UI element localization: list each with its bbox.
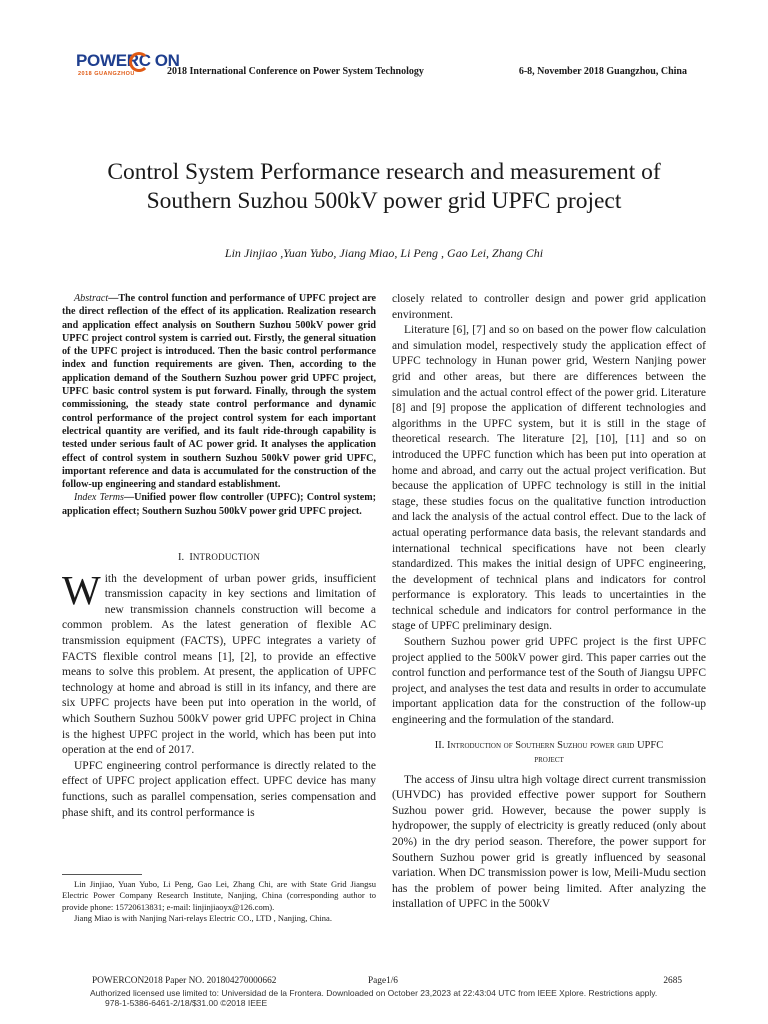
right-paragraph-1: Literature [6], [7] and so on based on the power flow calculation and simulation model, respectively study the application effect of UPFC technology in Hunan power grid, Western Nanjing power grid and other areas, but there are differences between the simulation and the actual control effect of the power grid. Literature [8] and [9] propose the application of different technologies and algorithms in the UPFC system, but it is still in the stage of theoretical research. The literature [2], [10], [11] and so on introduced the UPFC function which has been put into operation at home and abroad, and carry out the actual project verification. But because the application of UPFC technology is still in the initial stage, these studies focus on the qualitative function introduction and lack the analysis of the actual control effect. Due to the lack of actual operating performance data basis, the relevant standards and international technical specifications have not been clearly standardized. This makes the initial design of UPFC engineering, the development of technical plans and indicators for control performance is exploratory. This leads to uncertainties in the technical schedule and indicators for control performance in the stage of UPFC preliminary design.	[392, 324, 706, 633]
footnotes	[62, 879, 376, 924]
footnote-divider	[62, 874, 142, 875]
logo-text: POWERC ON	[76, 51, 180, 70]
paper-title	[40, 158, 728, 216]
index-terms	[62, 491, 376, 518]
section-heading-introduction: I. INTRODUCTION	[177, 552, 261, 564]
section-heading-2-line-1: II. Introduction of Southern Suzhou power grid UPFC	[434, 739, 664, 751]
footer-paper-number: POWERCON2018 Paper NO. 201804270000662	[92, 976, 277, 986]
logo-subtext: 2018 GUANGZHOU	[78, 71, 135, 77]
powercon-logo	[76, 51, 180, 82]
conference-date-location: 6-8, November 2018 Guangzhou, China	[518, 66, 687, 77]
page-header	[0, 0, 768, 100]
footer-page-number: 2685	[663, 976, 682, 986]
license-notice: Authorized licensed use limited to: Universidad de la Frontera. Downloaded on October 23,2023 at 22:43:04 UTC from IEEE Xplore. Restrictions apply.	[90, 988, 658, 998]
paper-title-line-2: Southern Suzhou 500kV power grid UPFC project	[146, 188, 622, 214]
right-paragraph-2: Southern Suzhou power grid UPFC project is the first UPFC project applied to the 500kV power gird. This paper carries out the control function and performance test of the South of Jiangsu UPFC project, and analyses the test data and results in order to accumulate important application data for the construction of the follow-up engineering and the formulation of the standard.	[392, 636, 706, 727]
footnote-affiliation-1: Lin Jinjiao, Yuan Yubo, Li Peng, Gao Lei, Zhang Chi, are with State Grid Jiangsu Electric Power Company Research Institute, Nanjing, China (corresponding author to provide phone: 15720613831; e-mail: linjinjiaoyx@126.com).	[62, 879, 376, 912]
right-column	[392, 292, 706, 913]
drop-cap: W	[62, 566, 101, 613]
section-heading-2-line-2: project	[534, 753, 564, 765]
index-terms-lead: Index Terms	[74, 492, 124, 504]
abstract-lead: Abstract	[74, 293, 109, 304]
abstract-text: —The control function and performance of UPFC project are the direct reflection of the effect of its application. Realization research and application effect analysis on Southern Suzhou 500kV power grid UPFC project control system is carried out. Firstly, the general situation of the UPFC project is introduced. Then the basic control performance index and function requirements are given. Then, according to the application demand of the Southern Suzhou power grid UPFC project, UPFC basic control system is put forward. Finally, through the system commissioning, the steady state control performance and dynamic control performance of the project control system for each important electrical quantity are verified, and its fault ride-through capability is tested under serious fault of AC power grid. It analyses the application effect of control system in southern Suzhou 500kV power grid UPFC, important reference and data is accumulated for the construction of the follow-up engineering and standard establishment.	[62, 293, 376, 491]
intro-paragraph-1: With the development of urban power grids, insufficient transmission capacity in key sections and limitation of new transmission channels construction will become a common problem. As the latest generation of flexible AC transmission equipment (FACTS), UPFC integrates a variety of FACTS flexible control means [1], [2], to provide an effective means to solve this problem. At present, the application of UPFC technology at home and abroad is still in its infancy, and there are six UPFC projects have been put into operation in the world, of which Southern Suzhou 500kV power grid UPFC project in China is the highest UPFC project in the world, which has been put into operation at the end of 2017.	[62, 566, 376, 757]
isbn-copyright: 978-1-5386-6461-2/18/$31.00 ©2018 IEEE	[105, 998, 268, 1008]
right-paragraph-3: The access of Jinsu ultra high voltage direct current transmission (UHVDC) has provided effective power support for Southern Suzhou power grid. However, because the power supply is hydropower, the supply of electricity is greatly reduced (only about 20%) in the dry period season. Therefore, the power support for Southern Suzhou power grid is greatly influenced by seasonal variation. When DC transmission power is low, Meili-Mudu section has the problem of power being limited. After analyzing the installation of UPFC in the 500kV	[392, 773, 706, 911]
abstract	[62, 292, 376, 491]
footer-page-indicator: Page1/6	[368, 976, 398, 986]
footnote-affiliation-2: Jiang Miao is with Nanjing Nari-relays Electric CO., LTD , Nanjing, China.	[74, 912, 332, 923]
logo-ring-icon	[129, 52, 149, 72]
paper-title-line-1: Control System Performance research and measurement of	[107, 159, 661, 185]
right-paragraph-0: closely related to controller design and power grid application environment.	[392, 293, 706, 321]
left-column	[62, 292, 376, 821]
section-heading-2	[392, 739, 706, 767]
conference-title: 2018 International Conference on Power System Technology	[167, 66, 424, 77]
intro-paragraph-2: UPFC engineering control performance is directly related to the effect of UPFC project application effect. UPFC device has many functions, such as parallel compensation, series compensation and phase shift, and its control performance is	[62, 759, 376, 819]
author-list: Lin Jinjiao ,Yuan Yubo, Jiang Miao, Li Peng , Gao Lei, Zhang Chi	[224, 246, 544, 260]
index-terms-text: —Unified power flow controller (UPFC); Control system; application effect; Southern Suzhou 500kV power grid UPFC project.	[62, 492, 376, 517]
